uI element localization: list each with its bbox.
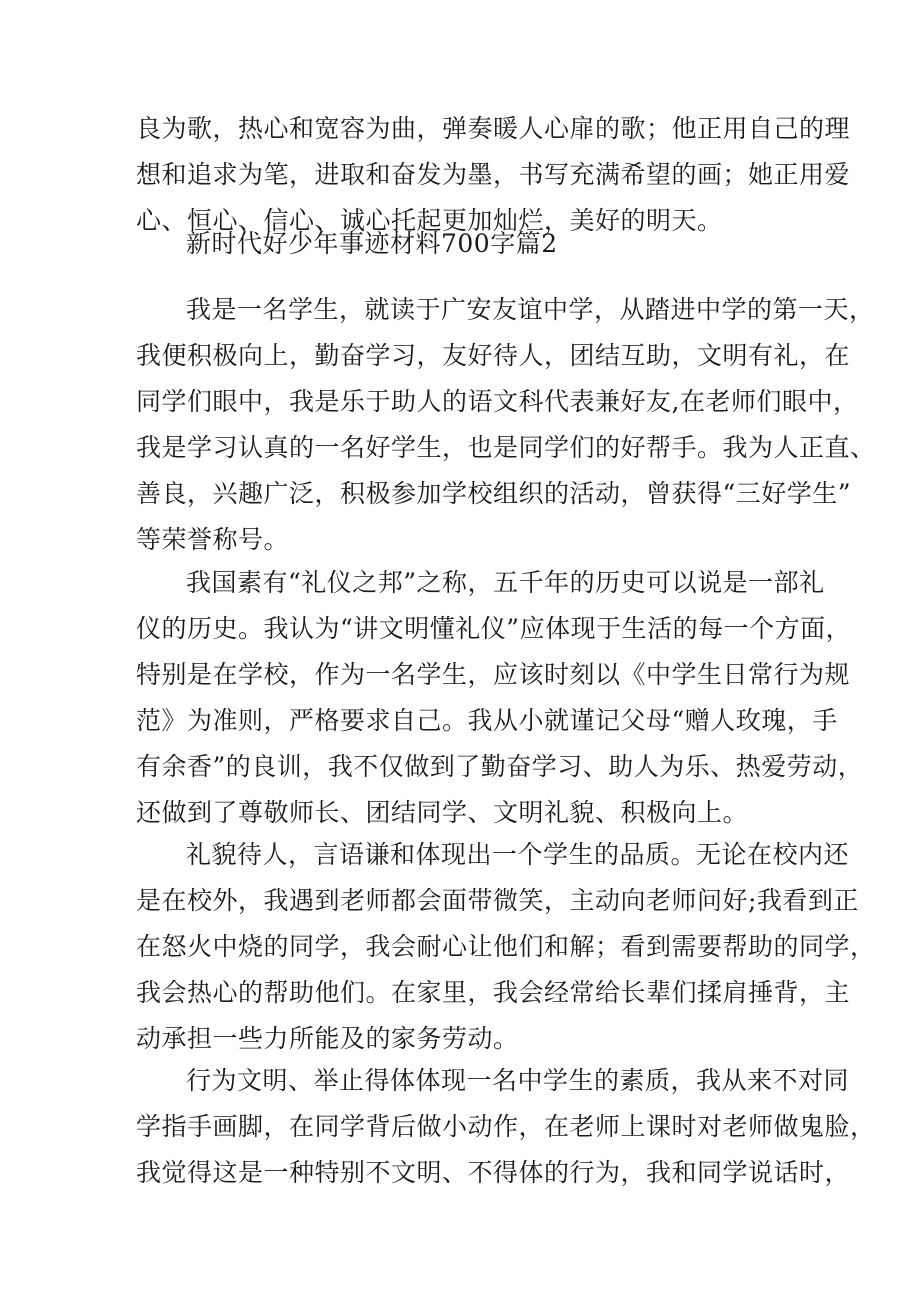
text-line: 良为歌，热心和宽容为曲，弹奏暖人心扉的歌；他正用自己的理 — [136, 114, 851, 143]
text-line: 我是一名学生，就读于广安友谊中学，从踏进中学的第一天， — [186, 295, 875, 324]
text-line: 仪的历史。我认为“讲文明懂礼仪”应体现于生活的每一个方面， — [136, 614, 852, 643]
section-title — [136, 221, 816, 267]
text-line: 善良，兴趣广泛，积极参加学校组织的活动，曾获得“三好学生” — [136, 479, 852, 508]
text-line: 我国素有“礼仪之邦”之称，五千年的历史可以说是一部礼 — [186, 568, 825, 597]
text-line: 是在校外，我遇到老师都会面带微笑，主动向老师问好;我看到正 — [136, 886, 859, 915]
text-line: 心、恒心、信心、诚心托起更加灿烂，美好的明天。 — [136, 206, 723, 235]
paragraph-4 — [136, 1058, 876, 1196]
paragraph-3 — [136, 832, 876, 1062]
text-line: 我会热心的帮助他们。在家里，我会经常给长辈们揉肩捶背，主 — [136, 978, 851, 1007]
text-line: 同学们眼中，我是乐于助人的语文科代表兼好友,在老师们眼中， — [136, 387, 859, 416]
text-line: 动承担一些力所能及的家务劳动。 — [136, 1024, 519, 1053]
text-line: 想和追求为笔，进取和奋发为墨，书写充满希望的画；她正用爱 — [136, 160, 851, 189]
text-line: 我觉得这是一种特别不文明、不得体的行为，我和同学说话时， — [136, 1158, 851, 1187]
text-line: 等荣誉称号。 — [136, 525, 290, 554]
text-line: 范》为准则，严格要求自己。我从小就谨记父母“赠人玫瑰，手 — [136, 706, 838, 735]
text-line: 我便积极向上，勤奋学习，友好待人，团结互助，文明有礼，在 — [136, 341, 851, 370]
text-line: 在怒火中烧的同学，我会耐心让他们和解；看到需要帮助的同学， — [136, 932, 876, 961]
text-line: 学指手画脚，在同学背后做小动作，在老师上课时对老师做鬼脸， — [136, 1112, 876, 1141]
text-line: 还做到了尊敬师长、团结同学、文明礼貌、积极向上。 — [136, 798, 749, 827]
paragraph-1 — [136, 287, 876, 563]
text-line: 礼貌待人，言语谦和体现出一个学生的品质。无论在校内还 — [186, 840, 850, 869]
text-line: 有余香”的良训，我不仅做到了勤奋学习、助人为乐、热爱劳动， — [136, 752, 864, 781]
text-line: 特别是在学校，作为一名学生，应该时刻以《中学生日常行为规 — [136, 660, 851, 689]
section-title-text: 新时代好少年事迹材料700字篇2 — [186, 229, 558, 258]
text-line: 行为文明、举止得体体现一名中学生的素质，我从来不对同 — [186, 1066, 850, 1095]
text-line: 我是学习认真的一名好学生，也是同学们的好帮手。我为人正直、 — [136, 433, 876, 462]
paragraph-2 — [136, 560, 864, 836]
